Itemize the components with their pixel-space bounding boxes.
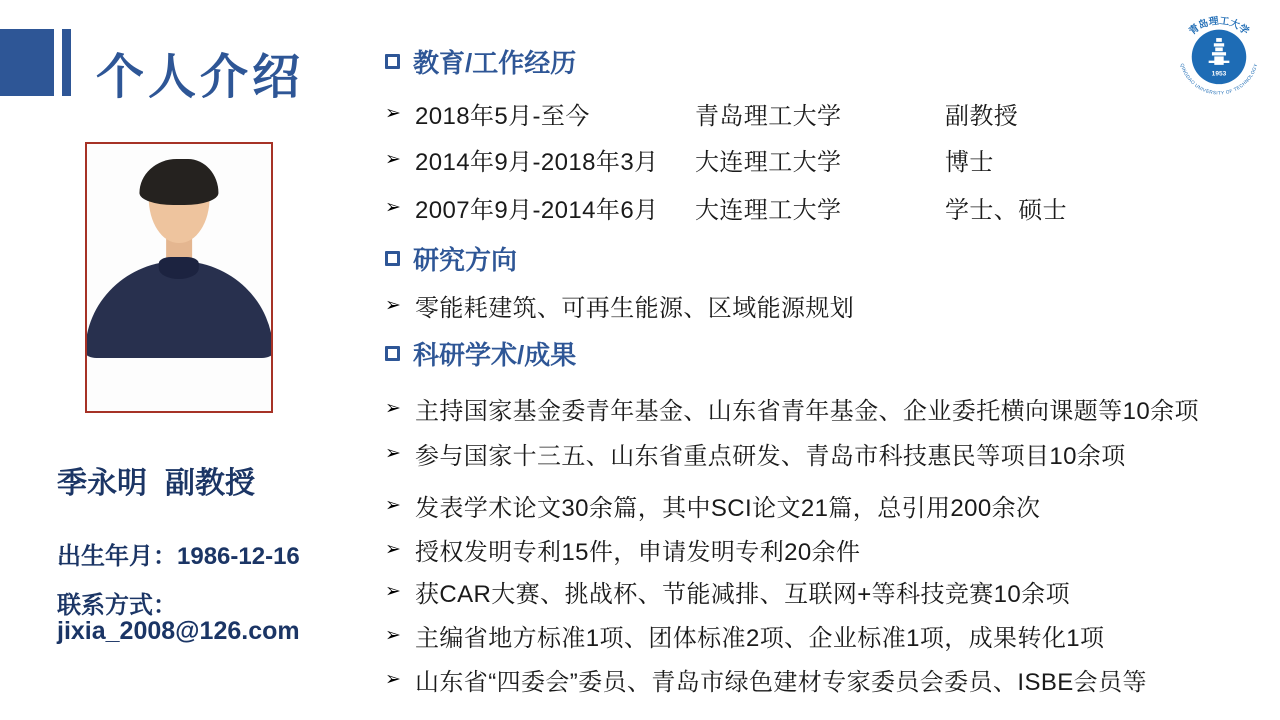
section-header-research bbox=[385, 242, 517, 274]
arrow-bullet-icon: ➢ bbox=[385, 103, 401, 124]
education-row bbox=[385, 96, 1018, 128]
section-header-education bbox=[385, 45, 576, 77]
achievement-item bbox=[385, 619, 1104, 651]
arrow-bullet-icon: ➢ bbox=[385, 668, 401, 690]
logo-name-en: QINGDAO UNIVERSITY OF TECHNOLOGY bbox=[1179, 62, 1259, 96]
achievement-item bbox=[385, 663, 1147, 695]
edu-period: 2014年9月-2018年3月 bbox=[415, 149, 659, 176]
achievement-text: 主持国家基金委青年基金、山东省青年基金、企业委托横向课题等10余项 bbox=[415, 397, 1199, 425]
birth-date-line bbox=[57, 536, 300, 571]
arrow-bullet-icon: ➢ bbox=[385, 149, 401, 170]
square-bullet-icon bbox=[385, 251, 400, 266]
square-bullet-icon bbox=[385, 346, 400, 361]
achievement-text: 授权发明专利15件，申请发明专利20余件 bbox=[415, 538, 861, 566]
achievement-item bbox=[385, 392, 1199, 424]
birth-label: 出生年月： bbox=[57, 543, 177, 570]
contact-email: jixia_2008@126.com bbox=[57, 617, 300, 645]
arrow-bullet-icon: ➢ bbox=[385, 580, 401, 602]
portrait-photo bbox=[85, 142, 273, 413]
arrow-bullet-icon: ➢ bbox=[385, 494, 401, 516]
contact-label: 联系方式： bbox=[57, 592, 177, 619]
person-name-title bbox=[57, 458, 255, 502]
achievement-item bbox=[385, 533, 860, 565]
arrow-bullet-icon: ➢ bbox=[385, 197, 401, 218]
achievement-item bbox=[385, 575, 1070, 607]
photo-hair bbox=[139, 159, 218, 206]
logo-year: 1953 bbox=[1211, 70, 1227, 78]
arrow-bullet-icon: ➢ bbox=[385, 538, 401, 560]
edu-period: 2007年9月-2014年6月 bbox=[415, 197, 659, 224]
logo-name-cn: 青岛理工大学 bbox=[1187, 15, 1251, 38]
section-header-achievements bbox=[385, 337, 576, 369]
arrow-bullet-icon: ➢ bbox=[385, 397, 401, 419]
arrow-bullet-icon: ➢ bbox=[385, 624, 401, 646]
education-row bbox=[385, 190, 1067, 222]
arrow-bullet-icon: ➢ bbox=[385, 294, 401, 316]
edu-org: 大连理工大学 bbox=[695, 197, 842, 224]
birth-date: 1986-12-16 bbox=[177, 543, 300, 570]
achievement-text: 山东省“四委会”委员、青岛市绿色建材专家委员会委员、ISBE会员等 bbox=[415, 668, 1147, 696]
person-job-title: 副教授 bbox=[165, 467, 255, 500]
achievement-item bbox=[385, 489, 1040, 521]
achievement-text: 发表学术论文30余篇，其中SCI论文21篇，总引用200余次 bbox=[415, 494, 1041, 522]
title-accent-bar bbox=[62, 29, 71, 96]
achievement-item bbox=[385, 437, 1126, 469]
achievement-text: 主编省地方标准1项、团体标准2项、企业标准1项，成果转化1项 bbox=[415, 624, 1105, 652]
section-header-label: 教育/工作经历 bbox=[413, 47, 577, 78]
research-text: 零能耗建筑、可再生能源、区域能源规划 bbox=[415, 294, 855, 322]
university-logo bbox=[1172, 8, 1266, 102]
edu-role: 副教授 bbox=[945, 103, 1019, 130]
section-header-label: 科研学术/成果 bbox=[413, 339, 577, 370]
square-bullet-icon bbox=[385, 54, 400, 69]
research-item bbox=[385, 289, 854, 321]
edu-role: 博士 bbox=[945, 149, 994, 176]
person-name: 季永明 bbox=[57, 467, 147, 500]
achievement-text: 获CAR大赛、挑战杯、节能减排、互联网+等科技竞赛10余项 bbox=[415, 580, 1070, 608]
education-row bbox=[385, 142, 994, 174]
edu-period: 2018年5月-至今 bbox=[415, 103, 590, 130]
title-accent-square bbox=[0, 29, 54, 96]
edu-org: 青岛理工大学 bbox=[695, 103, 842, 130]
edu-org: 大连理工大学 bbox=[695, 149, 842, 176]
section-header-label: 研究方向 bbox=[413, 244, 518, 275]
edu-role: 学士、硕士 bbox=[945, 197, 1067, 224]
page-title: 个人介绍 bbox=[96, 51, 305, 104]
achievement-text: 参与国家十三五、山东省重点研发、青岛市科技惠民等项目10余项 bbox=[415, 442, 1126, 470]
arrow-bullet-icon: ➢ bbox=[385, 442, 401, 464]
